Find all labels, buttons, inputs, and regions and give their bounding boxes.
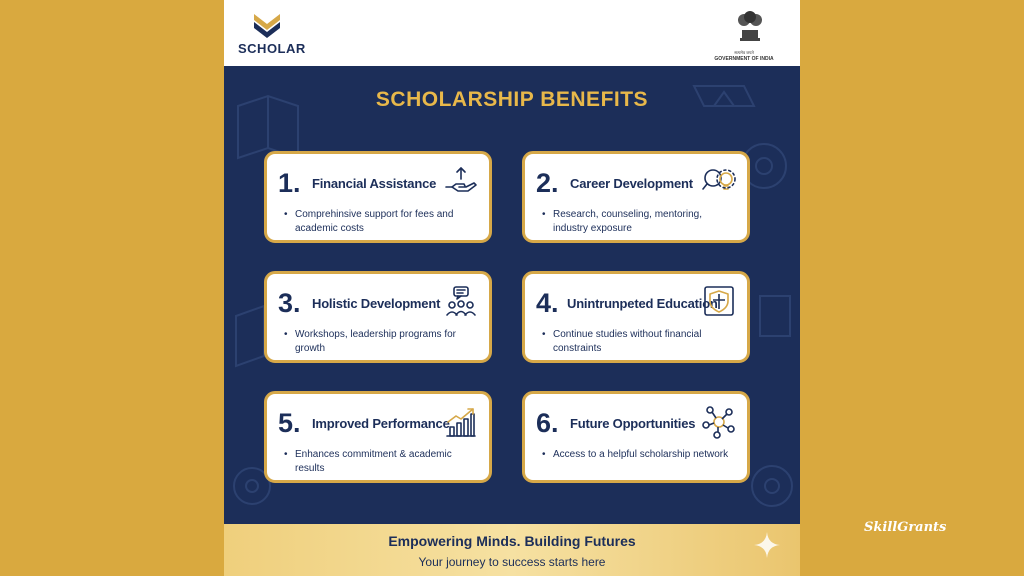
group-chat-icon (444, 285, 478, 319)
card-number: 4. (536, 288, 559, 318)
bullet-dot: • (284, 209, 288, 220)
benefit-card-5 (264, 391, 492, 483)
card-description: Enhances commitment & academic results (295, 449, 452, 474)
footer-tagline: Empowering Minds. Building Futures (388, 533, 636, 549)
watermark-logo: SkillGrants (864, 520, 947, 535)
benefit-card-4 (522, 271, 750, 363)
footer-banner (224, 524, 800, 576)
bullet-dot: • (542, 329, 546, 340)
benefit-card-6 (522, 391, 750, 483)
card-title: Holistic Development (312, 296, 441, 311)
card-title: Career Development (570, 176, 693, 191)
bullet-dot: • (284, 449, 288, 460)
card-number: 2. (536, 168, 559, 198)
card-number: 1. (278, 168, 301, 198)
card-number: 5. (278, 408, 301, 438)
network-icon (702, 405, 736, 439)
hand-coin-icon (444, 165, 478, 199)
benefit-card-3 (264, 271, 492, 363)
bullet-dot: • (542, 449, 546, 460)
card-title: Future Opportunities (570, 416, 696, 431)
shield-icon (702, 285, 736, 319)
header-bar (224, 0, 800, 66)
card-number: 3. (278, 288, 301, 318)
card-description: Continue studies without financial constraints (553, 329, 702, 354)
scholar-logo-icon (252, 12, 282, 38)
magnifier-lightbulb-icon (702, 165, 736, 199)
bullet-dot: • (284, 329, 288, 340)
bullet-dot: • (542, 209, 546, 220)
government-label: GOVERNMENT OF INDIA (714, 56, 774, 62)
scholarship-poster (224, 0, 800, 576)
card-title: Unintrunpeted Education (567, 296, 718, 311)
government-caption (694, 50, 794, 62)
benefit-card-1 (264, 151, 492, 243)
card-title: Financial Assistance (312, 176, 437, 191)
logo-text: SCHOLAR (238, 41, 306, 56)
national-emblem-icon (730, 6, 770, 46)
footer-subtagline: Your journey to success starts here (418, 555, 606, 569)
benefit-card-2 (522, 151, 750, 243)
card-description: Research, counseling, mentoring, industry exposure (553, 209, 702, 234)
card-title: Improved Performance (312, 416, 450, 431)
card-description: Comprehinsive support for fees and academic costs (295, 209, 454, 234)
growth-chart-icon (444, 405, 478, 439)
emblem-motto: सत्यमेव जयते (734, 50, 754, 55)
card-description: Workshops, leadership programs for growth (295, 329, 456, 354)
sparkle-icon (754, 532, 780, 558)
page-title: SCHOLARSHIP BENEFITS (375, 88, 649, 111)
card-number: 6. (536, 408, 559, 438)
card-description: Access to a helpful scholarship network (553, 449, 729, 460)
